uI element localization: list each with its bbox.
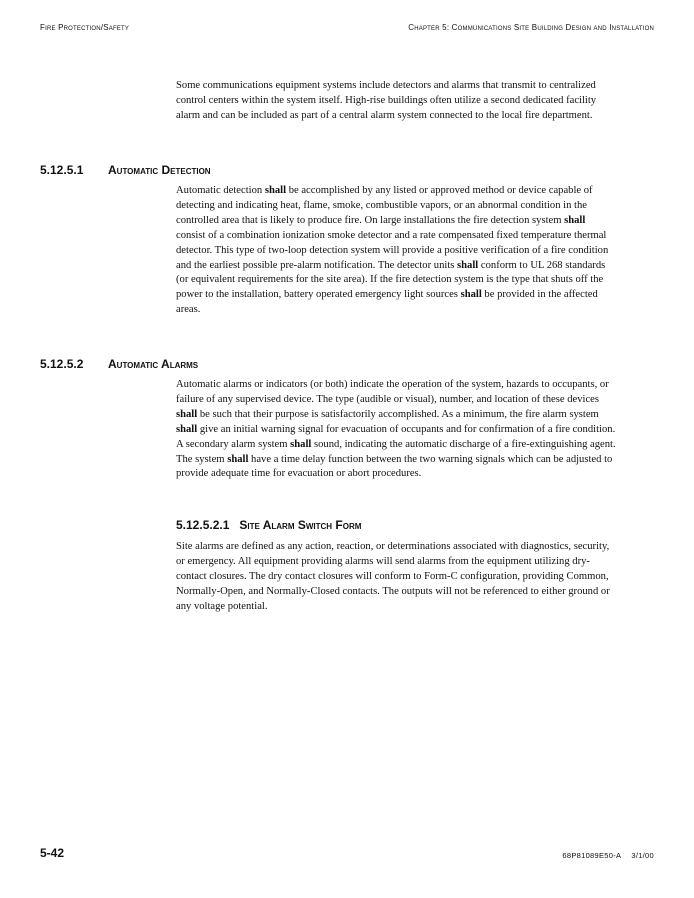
automatic-detection-paragraph: Automatic detection shall be accomplished by any listed or approved method or device capable of detecting and indicating heat, flame, smoke, combustible vapors, or an abnormal condition in the controlled area that is likely to produce fire. On large installations the fire detection system shall consist of a combination ionization smoke detector and a rate compensated fixed temperature thermal detector. This type of two-loop detection system will provide a positive verification of a fire condition and the earliest possible pre-alarm notification. The detector units shall conform to UL 268 standards (or equivalent requirements for the site area). If the fire detection system is the type that shuts off the power to the installation, battery operated emergency light sources shall be provided in the affected areas. <box>176 185 609 316</box>
emphasis-shall: shall <box>227 453 249 465</box>
running-footer <box>40 846 654 860</box>
header-section-title: Fire Protection/Safety <box>40 23 130 32</box>
automatic-alarms-paragraph: Automatic alarms or indicators (or both) indicate the operation of the system, hazards to occupants, or failure of any supervised device. The type (audible or visual), number, and location of these devices shall be such that their purpose is satisfactorily accomplished. As a minimum, the fire alarm system shall give an initial warning signal for evacuation of occupants and for confirmation of a fire condition. A secondary alarm system shall sound, indicating the automatic discharge of a fire-extinguishing agent. The system shall have a time delay function between the two warning signals which can be adjusted to provide adequate time for evacuation or abort procedures. <box>176 379 616 480</box>
automatic-alarms-text-block <box>176 378 616 482</box>
document-date: 3/1/00 <box>631 851 654 860</box>
emphasis-shall: shall <box>176 408 198 420</box>
emphasis-shall: shall <box>564 214 586 226</box>
intro-paragraph: Some communications equipment systems include detectors and alarms that transmit to centralized control centers within the system itself. High-rise buildings often utilize a second dedicated facility alarm and can be included as part of a central alarm system connected to the local fire department. <box>176 80 597 121</box>
automatic-detection-text-block <box>176 184 616 318</box>
section-title: Automatic Alarms <box>108 357 199 371</box>
subsection-number: 5.12.5.2.1 <box>176 518 230 532</box>
intro-text-block <box>176 79 616 124</box>
page-number: 5-42 <box>40 846 65 860</box>
section-title: Automatic Detection <box>108 163 211 177</box>
emphasis-shall: shall <box>290 438 312 450</box>
emphasis-shall: shall <box>264 185 287 196</box>
site-alarm-switch-form-text-block <box>176 540 616 615</box>
header-chapter-title: Chapter 5: Communications Site Building Design and Installation <box>408 23 654 32</box>
running-header <box>40 23 654 37</box>
section-number: 5.12.5.2 <box>40 357 84 371</box>
emphasis-shall: shall <box>176 423 198 435</box>
document-number: 68P81089E50-A <box>562 851 622 860</box>
subsection-title: Site Alarm Switch Form <box>239 518 362 532</box>
emphasis-shall: shall <box>457 259 479 271</box>
document-id <box>562 851 654 860</box>
site-alarm-switch-form-paragraph: Site alarms are defined as any action, reaction, or determinations associated with diagnostics, security, or emergency. All equipment providing alarms will send alarms from the equipment utilizing dry-contact closures. The dry contact closures will conform to Form-C configuration, providing Common, Normally-Open, and Normally-Closed contacts. The outputs will not be referenced to either ground or any voltage potential. <box>176 541 610 612</box>
emphasis-shall: shall <box>460 289 482 301</box>
subsection-heading-site-alarm-switch-form <box>176 518 361 532</box>
section-number: 5.12.5.1 <box>40 163 84 177</box>
